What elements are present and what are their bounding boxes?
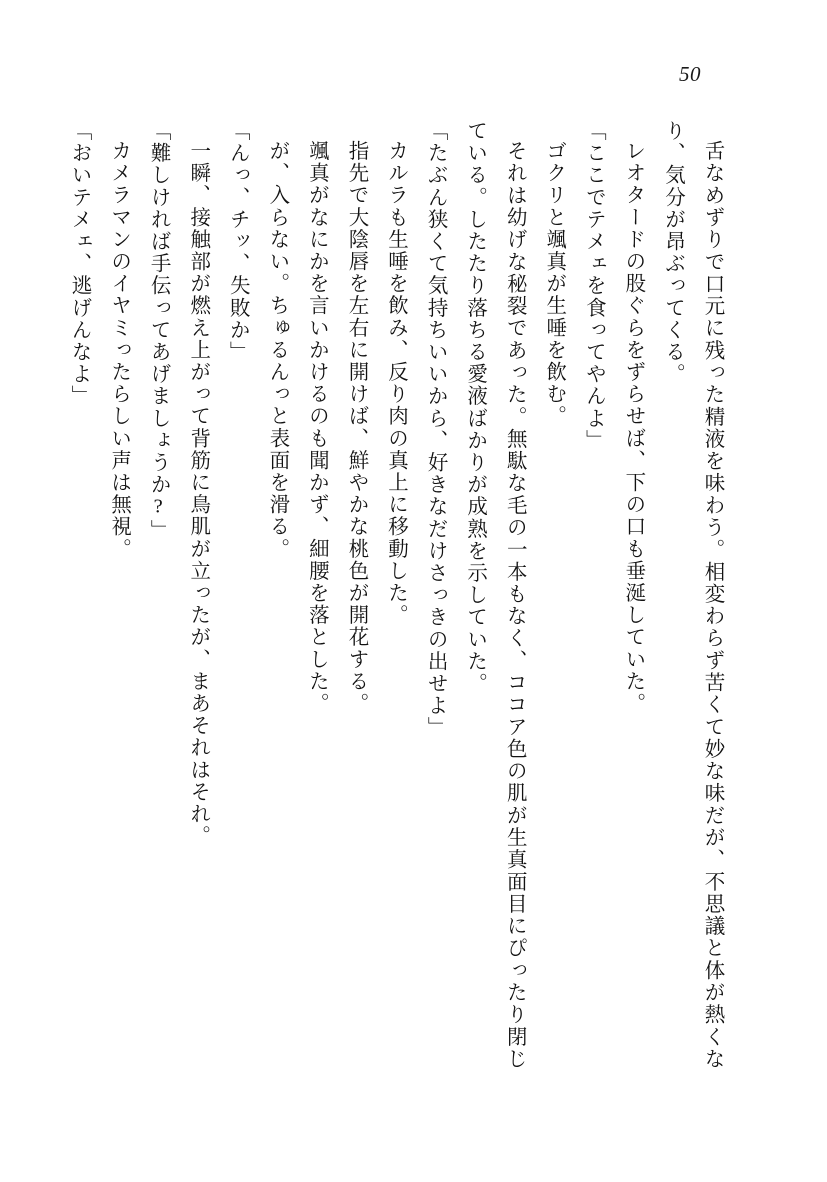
paragraph: 「ここでテメェを食ってやんよ」 — [582, 120, 605, 452]
paragraph: 「おいテメェ、逃げんなよ」 — [68, 120, 90, 408]
paragraph: レオタードの股ぐらをずらせば、下の口も垂涎していた。 — [621, 140, 644, 715]
paragraph: それは幼げな秘裂であった。無駄な毛の一本もなく、ココア色の肌が生真面目にぴったり閉じている。したたり落ちる愛液ばかりが成熟を示していた。 — [463, 120, 526, 1070]
paragraph: 「たぶん狭くて気持ちいいから、好きなだけさっきの出せよ」 — [424, 120, 447, 739]
paragraph: 颯真がなにかを言いかけるのも聞かず、細腰を落とした。 — [305, 140, 328, 715]
page-number: 50 — [679, 62, 701, 86]
paragraph: カルラも生唾を飲み、反り肉の真上に移動した。 — [384, 140, 407, 627]
paragraph: が、入らない。ちゅるんっと表面を滑る。 — [265, 140, 288, 560]
paragraph: ゴクリと颯真が生唾を飲む。 — [542, 140, 565, 428]
paragraph: 指先で大陰唇を左右に開けば、鮮やかな桃色が開花する。 — [344, 140, 367, 715]
paragraph: 「んっ、チッ、失敗か」 — [226, 120, 249, 364]
paragraph: 「難しければ手伝ってあげましょうか?」 — [147, 120, 170, 542]
paragraph: 舌なめずりで口元に残った精液を味わう。相変わらず苦くて妙な味だが、不思議と体が熱くなり、気分が昂ぶってくる。 — [661, 120, 723, 1070]
paragraph: 一瞬、接触部が燃え上がって背筋に鳥肌が立ったが、まあそれはそれ。 — [186, 140, 209, 848]
body-text — [68, 120, 731, 1070]
paragraph: カメラマンのイヤミったらしい声は無視。 — [107, 140, 130, 560]
